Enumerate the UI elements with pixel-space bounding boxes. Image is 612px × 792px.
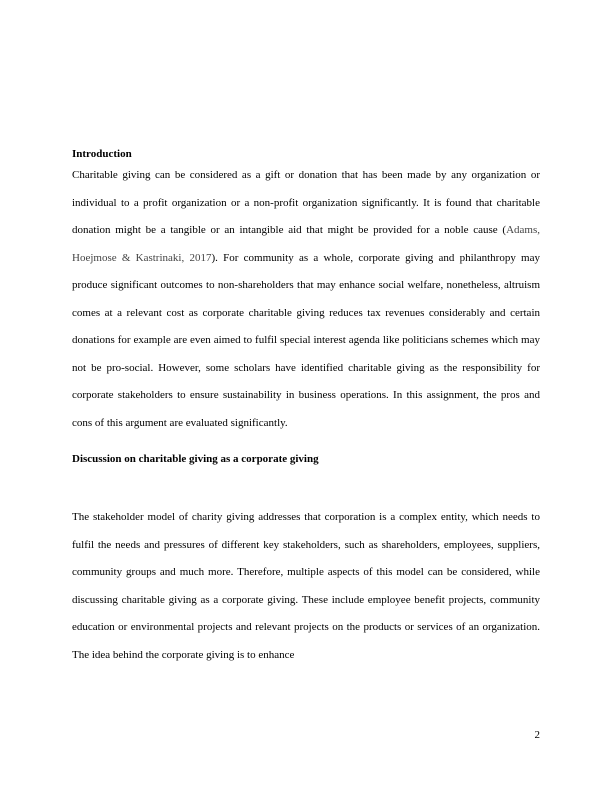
page-content (72, 146, 540, 669)
page-number: 2 (534, 729, 540, 741)
introduction-citation: Adams, Hoejmose & Kastrinaki, 2017 (72, 224, 540, 264)
introduction-text-before-citation: Charitable giving can be considered as a gift or donation that has been made by any organization or individual to a profit organization or a non-profit organization significantly. It is found that charitable donation might be a tangible or an intangible aid that might be provided for a noble cause ( (72, 169, 540, 236)
discussion-heading: Discussion on charitable giving as a corporate giving (72, 453, 319, 465)
introduction-paragraph (72, 162, 540, 437)
introduction-text-after-citation: ). For community as a whole, corporate giving and philanthropy may produce significant outcomes to non-shareholders that may enhance social welfare, nonetheless, altruism comes at a relevant cost as corporate charitable giving reduces tax revenues considerably and certain donations for example are even aimed to fulfil special interest agenda like politicians schemes which may not be pro-social. However, some scholars have identified charitable giving as the responsibility for corporate stakeholders to ensure sustainability in business operations. In this assignment, the pros and cons of this argument are evaluated significantly. (72, 251, 540, 429)
introduction-heading: Introduction (72, 148, 132, 160)
discussion-paragraph: The stakeholder model of charity giving addresses that corporation is a complex entity, which needs to fulfil the needs and pressures of different key stakeholders, such as shareholders, employees, suppliers, community groups and much more. Therefore, multiple aspects of this model can be considered, while discussing charitable giving as a corporate giving. These include employee benefit projects, community education or environmental projects and relevant projects on the products or services of an organization. The idea behind the corporate giving is to enhance (72, 511, 540, 661)
